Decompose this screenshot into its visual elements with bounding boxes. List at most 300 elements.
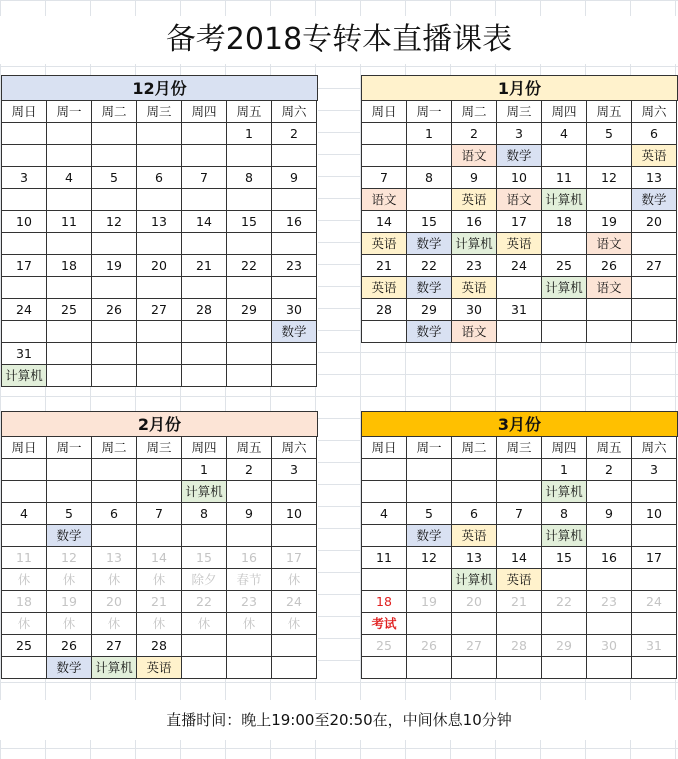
- weekday-header: 周二: [92, 101, 137, 123]
- date-cell: 8: [182, 503, 227, 525]
- note-cell: 休: [272, 613, 317, 635]
- weekday-header: 周二: [452, 101, 497, 123]
- weekday-header: 周六: [272, 101, 317, 123]
- date-cell: 19: [92, 255, 137, 277]
- weekday-header: 周日: [362, 437, 407, 459]
- empty-cell: [137, 459, 182, 481]
- empty-cell: [227, 145, 272, 167]
- empty-cell: [452, 459, 497, 481]
- empty-cell: [92, 145, 137, 167]
- date-cell: 20: [137, 255, 182, 277]
- empty-cell: [47, 321, 92, 343]
- empty-cell: [407, 569, 452, 591]
- calendar-february: [1, 411, 318, 679]
- empty-cell: [47, 459, 92, 481]
- date-cell: 31: [497, 299, 542, 321]
- note-cell: 休: [47, 613, 92, 635]
- date-cell: 27: [632, 255, 677, 277]
- weekday-header: 周三: [497, 437, 542, 459]
- empty-cell: [47, 277, 92, 299]
- weekday-header: 周三: [497, 101, 542, 123]
- course-cell: 英语: [137, 657, 182, 679]
- date-cell: 3: [632, 459, 677, 481]
- date-cell: 3: [272, 459, 317, 481]
- date-cell: 9: [272, 167, 317, 189]
- date-cell: 5: [47, 503, 92, 525]
- date-cell: 6: [92, 503, 137, 525]
- empty-cell: [2, 233, 47, 255]
- course-cell: 英语: [497, 569, 542, 591]
- date-cell: 28: [362, 299, 407, 321]
- empty-cell: [497, 481, 542, 503]
- date-cell: 24: [272, 591, 317, 613]
- date-cell: 15: [182, 547, 227, 569]
- empty-cell: [182, 657, 227, 679]
- date-cell: 17: [2, 255, 47, 277]
- empty-cell: [542, 657, 587, 679]
- date-cell: 23: [272, 255, 317, 277]
- date-cell: 11: [47, 211, 92, 233]
- empty-cell: [542, 321, 587, 343]
- empty-cell: [92, 233, 137, 255]
- empty-cell: [92, 189, 137, 211]
- date-cell: 10: [497, 167, 542, 189]
- course-cell: 英语: [362, 277, 407, 299]
- date-cell: 12: [92, 211, 137, 233]
- date-cell: 9: [587, 503, 632, 525]
- course-cell: 英语: [452, 189, 497, 211]
- date-cell: 24: [497, 255, 542, 277]
- empty-cell: [47, 365, 92, 387]
- date-cell: 31: [632, 635, 677, 657]
- month-header-december: 12月份: [2, 76, 318, 101]
- course-cell: 数学: [47, 657, 92, 679]
- weekday-header: 周五: [227, 101, 272, 123]
- course-cell: 计算机: [542, 277, 587, 299]
- course-cell: 计算机: [452, 569, 497, 591]
- empty-cell: [407, 459, 452, 481]
- date-cell: 16: [227, 547, 272, 569]
- weekday-header: 周一: [47, 101, 92, 123]
- empty-cell: [587, 145, 632, 167]
- calendar-grid-january: [362, 101, 678, 343]
- course-cell: 数学: [632, 189, 677, 211]
- course-cell: 计算机: [2, 365, 47, 387]
- course-cell: 英语: [362, 233, 407, 255]
- date-cell: 23: [452, 255, 497, 277]
- empty-cell: [587, 189, 632, 211]
- weekday-header: 周四: [182, 437, 227, 459]
- date-cell: 22: [407, 255, 452, 277]
- calendar-grid-february: [2, 437, 318, 679]
- date-cell: 31: [2, 343, 47, 365]
- note-cell: 休: [92, 569, 137, 591]
- course-cell: 语文: [587, 233, 632, 255]
- date-cell: 29: [542, 635, 587, 657]
- empty-cell: [227, 343, 272, 365]
- course-cell: 数学: [407, 233, 452, 255]
- course-cell: 语文: [362, 189, 407, 211]
- empty-cell: [92, 365, 137, 387]
- empty-cell: [182, 343, 227, 365]
- empty-cell: [362, 657, 407, 679]
- empty-cell: [542, 233, 587, 255]
- date-cell: 6: [452, 503, 497, 525]
- empty-cell: [272, 657, 317, 679]
- empty-cell: [47, 189, 92, 211]
- empty-cell: [182, 321, 227, 343]
- date-cell: 21: [182, 255, 227, 277]
- weekday-header: 周四: [542, 101, 587, 123]
- date-cell: 5: [407, 503, 452, 525]
- empty-cell: [407, 189, 452, 211]
- date-cell: 10: [632, 503, 677, 525]
- empty-cell: [227, 657, 272, 679]
- empty-cell: [632, 569, 677, 591]
- date-cell: 25: [2, 635, 47, 657]
- date-cell: 15: [542, 547, 587, 569]
- empty-cell: [137, 145, 182, 167]
- empty-cell: [632, 657, 677, 679]
- empty-cell: [2, 657, 47, 679]
- calendar-december: [1, 75, 318, 387]
- date-cell: 26: [587, 255, 632, 277]
- empty-cell: [632, 321, 677, 343]
- note-cell: 休: [227, 613, 272, 635]
- date-cell: 14: [497, 547, 542, 569]
- empty-cell: [182, 145, 227, 167]
- course-cell: 计算机: [182, 481, 227, 503]
- calendar-january: [361, 75, 678, 343]
- empty-cell: [182, 365, 227, 387]
- weekday-header: 周二: [452, 437, 497, 459]
- note-cell: 休: [47, 569, 92, 591]
- empty-cell: [182, 233, 227, 255]
- empty-cell: [227, 525, 272, 547]
- date-cell: 18: [2, 591, 47, 613]
- course-cell: 英语: [452, 277, 497, 299]
- weekday-header: 周三: [137, 101, 182, 123]
- empty-cell: [137, 233, 182, 255]
- date-cell: 11: [2, 547, 47, 569]
- empty-cell: [542, 299, 587, 321]
- empty-cell: [407, 481, 452, 503]
- weekday-header: 周六: [272, 437, 317, 459]
- date-cell: 19: [407, 591, 452, 613]
- empty-cell: [2, 525, 47, 547]
- note-cell: 除夕: [182, 569, 227, 591]
- page-title: 备考2018专转本直播课表: [0, 16, 678, 64]
- date-cell: 20: [632, 211, 677, 233]
- date-cell: 23: [587, 591, 632, 613]
- empty-cell: [92, 525, 137, 547]
- date-cell: 19: [587, 211, 632, 233]
- empty-cell: [92, 277, 137, 299]
- empty-cell: [137, 189, 182, 211]
- empty-cell: [227, 321, 272, 343]
- date-cell: 7: [362, 167, 407, 189]
- empty-cell: [497, 321, 542, 343]
- weekday-header: 周五: [587, 437, 632, 459]
- date-cell: 6: [632, 123, 677, 145]
- date-cell: 22: [182, 591, 227, 613]
- date-cell: 20: [92, 591, 137, 613]
- empty-cell: [272, 481, 317, 503]
- course-cell: 数学: [407, 321, 452, 343]
- empty-cell: [587, 481, 632, 503]
- weekday-header: 周六: [632, 437, 677, 459]
- course-cell: 计算机: [542, 481, 587, 503]
- course-cell: 语文: [497, 189, 542, 211]
- note-cell: 休: [137, 569, 182, 591]
- empty-cell: [137, 525, 182, 547]
- empty-cell: [137, 343, 182, 365]
- empty-cell: [362, 145, 407, 167]
- date-cell: 1: [542, 459, 587, 481]
- weekday-header: 周五: [227, 437, 272, 459]
- empty-cell: [2, 459, 47, 481]
- date-cell: 8: [227, 167, 272, 189]
- empty-cell: [272, 365, 317, 387]
- date-cell: 18: [47, 255, 92, 277]
- empty-cell: [272, 145, 317, 167]
- date-cell: 5: [587, 123, 632, 145]
- empty-cell: [632, 299, 677, 321]
- date-cell: 1: [227, 123, 272, 145]
- date-cell: 18: [362, 591, 407, 613]
- date-cell: 2: [452, 123, 497, 145]
- empty-cell: [587, 613, 632, 635]
- empty-cell: [47, 145, 92, 167]
- note-cell: 休: [2, 613, 47, 635]
- date-cell: 7: [182, 167, 227, 189]
- empty-cell: [137, 277, 182, 299]
- empty-cell: [47, 233, 92, 255]
- empty-cell: [497, 277, 542, 299]
- empty-cell: [632, 277, 677, 299]
- date-cell: 4: [362, 503, 407, 525]
- calendar-grid-december: [2, 101, 318, 387]
- empty-cell: [497, 613, 542, 635]
- date-cell: 23: [227, 591, 272, 613]
- date-cell: 22: [227, 255, 272, 277]
- empty-cell: [362, 321, 407, 343]
- date-cell: 4: [2, 503, 47, 525]
- date-cell: 17: [272, 547, 317, 569]
- date-cell: 1: [407, 123, 452, 145]
- date-cell: 14: [137, 547, 182, 569]
- empty-cell: [92, 343, 137, 365]
- empty-cell: [362, 569, 407, 591]
- empty-cell: [587, 657, 632, 679]
- date-cell: 17: [632, 547, 677, 569]
- date-cell: 26: [407, 635, 452, 657]
- empty-cell: [92, 123, 137, 145]
- date-cell: 25: [362, 635, 407, 657]
- date-cell: 20: [452, 591, 497, 613]
- date-cell: 22: [542, 591, 587, 613]
- date-cell: 30: [272, 299, 317, 321]
- empty-cell: [227, 189, 272, 211]
- date-cell: 29: [227, 299, 272, 321]
- empty-cell: [362, 481, 407, 503]
- empty-cell: [497, 657, 542, 679]
- empty-cell: [227, 635, 272, 657]
- course-cell: 数学: [497, 145, 542, 167]
- empty-cell: [452, 481, 497, 503]
- empty-cell: [137, 481, 182, 503]
- date-cell: 3: [2, 167, 47, 189]
- course-cell: 计算机: [542, 525, 587, 547]
- course-cell: 语文: [452, 321, 497, 343]
- date-cell: 3: [497, 123, 542, 145]
- empty-cell: [182, 189, 227, 211]
- calendar-march: [361, 411, 678, 679]
- empty-cell: [47, 481, 92, 503]
- month-header-january: 1月份: [362, 76, 678, 101]
- empty-cell: [407, 613, 452, 635]
- empty-cell: [227, 481, 272, 503]
- empty-cell: [587, 525, 632, 547]
- empty-cell: [227, 233, 272, 255]
- empty-cell: [137, 365, 182, 387]
- note-cell: 休: [137, 613, 182, 635]
- date-cell: 26: [47, 635, 92, 657]
- empty-cell: [362, 459, 407, 481]
- date-cell: 30: [452, 299, 497, 321]
- weekday-header: 周四: [542, 437, 587, 459]
- empty-cell: [497, 525, 542, 547]
- course-cell: 语文: [452, 145, 497, 167]
- date-cell: 5: [92, 167, 137, 189]
- date-cell: 25: [542, 255, 587, 277]
- empty-cell: [272, 343, 317, 365]
- course-cell: 数学: [407, 277, 452, 299]
- note-cell: 休: [2, 569, 47, 591]
- empty-cell: [137, 123, 182, 145]
- empty-cell: [542, 569, 587, 591]
- month-header-february: 2月份: [2, 412, 318, 437]
- empty-cell: [272, 525, 317, 547]
- date-cell: 4: [542, 123, 587, 145]
- date-cell: 16: [587, 547, 632, 569]
- course-cell: 英语: [497, 233, 542, 255]
- weekday-header: 周日: [2, 437, 47, 459]
- empty-cell: [632, 481, 677, 503]
- date-cell: 21: [497, 591, 542, 613]
- date-cell: 7: [497, 503, 542, 525]
- empty-cell: [452, 657, 497, 679]
- empty-cell: [2, 481, 47, 503]
- empty-cell: [182, 123, 227, 145]
- date-cell: 18: [542, 211, 587, 233]
- date-cell: 28: [497, 635, 542, 657]
- empty-cell: [92, 321, 137, 343]
- weekday-header: 周一: [47, 437, 92, 459]
- empty-cell: [2, 189, 47, 211]
- date-cell: 12: [47, 547, 92, 569]
- empty-cell: [362, 123, 407, 145]
- weekday-header: 周日: [2, 101, 47, 123]
- empty-cell: [2, 123, 47, 145]
- date-cell: 21: [362, 255, 407, 277]
- empty-cell: [542, 613, 587, 635]
- date-cell: 28: [182, 299, 227, 321]
- empty-cell: [587, 321, 632, 343]
- empty-cell: [632, 525, 677, 547]
- date-cell: 2: [587, 459, 632, 481]
- note-cell: 春节: [227, 569, 272, 591]
- date-cell: 15: [227, 211, 272, 233]
- empty-cell: [587, 299, 632, 321]
- empty-cell: [407, 145, 452, 167]
- date-cell: 13: [632, 167, 677, 189]
- weekday-header: 周一: [407, 101, 452, 123]
- empty-cell: [632, 613, 677, 635]
- date-cell: 6: [137, 167, 182, 189]
- weekday-header: 周四: [182, 101, 227, 123]
- date-cell: 28: [137, 635, 182, 657]
- empty-cell: [92, 459, 137, 481]
- date-cell: 25: [47, 299, 92, 321]
- date-cell: 21: [137, 591, 182, 613]
- date-cell: 8: [542, 503, 587, 525]
- date-cell: 1: [182, 459, 227, 481]
- empty-cell: [182, 635, 227, 657]
- empty-cell: [587, 569, 632, 591]
- weekday-header: 周五: [587, 101, 632, 123]
- date-cell: 10: [272, 503, 317, 525]
- course-cell: 数学: [407, 525, 452, 547]
- course-cell: 语文: [587, 277, 632, 299]
- empty-cell: [227, 277, 272, 299]
- empty-cell: [182, 277, 227, 299]
- empty-cell: [362, 525, 407, 547]
- date-cell: 8: [407, 167, 452, 189]
- date-cell: 17: [497, 211, 542, 233]
- note-cell: 休: [272, 569, 317, 591]
- date-cell: 14: [182, 211, 227, 233]
- exam-cell: 考试: [362, 613, 407, 635]
- date-cell: 4: [47, 167, 92, 189]
- date-cell: 7: [137, 503, 182, 525]
- date-cell: 9: [452, 167, 497, 189]
- empty-cell: [47, 123, 92, 145]
- course-cell: 数学: [272, 321, 317, 343]
- date-cell: 2: [272, 123, 317, 145]
- date-cell: 13: [137, 211, 182, 233]
- date-cell: 12: [407, 547, 452, 569]
- empty-cell: [137, 321, 182, 343]
- date-cell: 30: [587, 635, 632, 657]
- empty-cell: [542, 145, 587, 167]
- empty-cell: [47, 343, 92, 365]
- date-cell: 29: [407, 299, 452, 321]
- note-cell: 休: [92, 613, 137, 635]
- empty-cell: [632, 233, 677, 255]
- broadcast-time-note: 直播时间：晚上19:00至20:50在，中间休息10分钟: [0, 700, 678, 740]
- empty-cell: [2, 145, 47, 167]
- empty-cell: [227, 365, 272, 387]
- date-cell: 26: [92, 299, 137, 321]
- date-cell: 9: [227, 503, 272, 525]
- date-cell: 24: [2, 299, 47, 321]
- empty-cell: [272, 233, 317, 255]
- date-cell: 16: [452, 211, 497, 233]
- empty-cell: [2, 321, 47, 343]
- date-cell: 11: [542, 167, 587, 189]
- date-cell: 13: [92, 547, 137, 569]
